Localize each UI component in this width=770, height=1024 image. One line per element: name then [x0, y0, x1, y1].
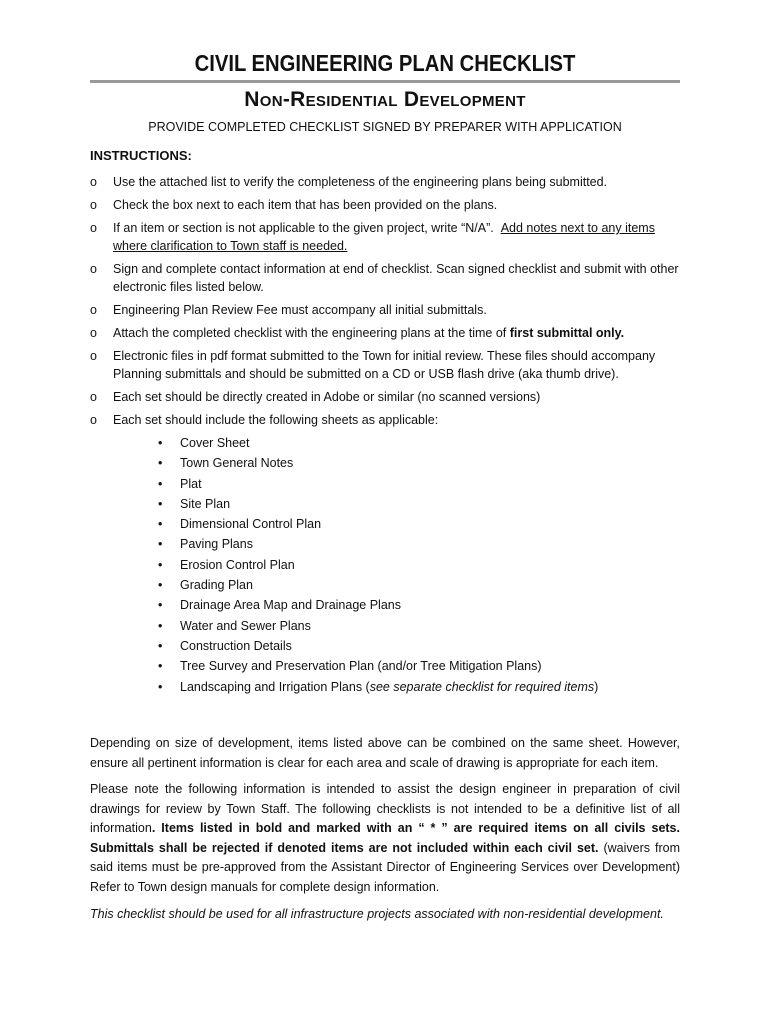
sheet-item: • Drainage Area Map and Drainage Plans — [158, 595, 680, 615]
bullet-icon: • — [158, 456, 163, 471]
circle-bullet-icon: o — [90, 262, 97, 276]
circle-bullet-icon: o — [90, 349, 97, 363]
bullet-icon: • — [158, 436, 163, 450]
title-divider — [90, 80, 680, 83]
sheet-item: • Dimensional Control Plan — [158, 514, 680, 534]
combine-sheets-paragraph: Depending on size of development, items listed above can be combined on the same sheet. However, ensure all pertinent information is clear for each area and scale of drawing is appropriate for each item. — [90, 736, 680, 770]
bullet-icon: • — [158, 476, 163, 491]
list-item: o Attach the completed checklist with the engineering plans at the time of first submittal only. — [90, 326, 625, 340]
circle-bullet-icon: o — [90, 326, 97, 340]
circle-bullet-icon: o — [90, 413, 97, 427]
sheet-item: • Water and Sewer Plans — [158, 616, 680, 636]
first-submittal-emphasis: first submittal only. — [509, 326, 625, 340]
submission-note: PROVIDE COMPLETED CHECKLIST SIGNED BY PREPARER WITH APPLICATION — [148, 120, 622, 134]
circle-bullet-icon: o — [90, 198, 97, 212]
list-item: o If an item or section is not applicable to the given project, write “N/A”. Add notes next to any items where clarification to Town staff is needed. — [90, 221, 655, 253]
sheet-item: • Cover Sheet — [158, 433, 680, 453]
bullet-icon: • — [158, 659, 163, 674]
instructions-list — [90, 173, 680, 702]
list-item: o Engineering Plan Review Fee must accompany all initial submittals. — [90, 303, 487, 317]
document-title: CIVIL ENGINEERING PLAN CHECKLIST — [194, 50, 576, 76]
sheet-item: • Paving Plans — [158, 534, 680, 554]
list-item: o Electronic files in pdf format submitted to the Town for initial review. These files should accompany Planning submittals and should be submitted on a CD or USB flash drive (aka thumb drive). — [90, 349, 656, 381]
circle-bullet-icon: o — [90, 175, 97, 189]
bullet-icon: • — [158, 618, 163, 633]
bullet-icon: • — [158, 496, 163, 511]
scope-note: This checklist should be used for all infrastructure projects associated with non-residential development. — [90, 907, 664, 921]
circle-bullet-icon: o — [90, 390, 97, 404]
circle-bullet-icon: o — [90, 303, 97, 317]
sheets-list — [113, 433, 680, 697]
separate-checklist-note: see separate checklist for required items — [369, 679, 595, 694]
bullet-icon: • — [158, 598, 163, 613]
sheet-item: • Site Plan — [158, 494, 680, 514]
instructions-heading: INSTRUCTIONS: — [90, 148, 192, 163]
required-items-note: . Items listed in bold and marked with an “ * ” are required items on all civils sets. Submittals shall be rejected if denoted items are not included within each civil set. — [90, 821, 680, 855]
document-subtitle: Non-Residential Development — [244, 88, 526, 111]
sheet-item: • Erosion Control Plan — [158, 555, 680, 575]
design-note-paragraph: Please note the following information is intended to assist the design engineer in preparation of civil drawings for review by Town Staff. The following checklists is not intended to be a definitive list of all information. Items listed in bold and marked with an “ * ” are required items on all civils sets. Submittals shall be rejected if denoted items are not included within each civil set. (waivers from said items must be pre-approved from the Assistant Director of Engineering Services over Development) Refer to Town design manuals for complete design information. — [90, 782, 680, 894]
list-item: o Each set should be directly created in Adobe or similar (no scanned versions) — [90, 390, 541, 404]
list-item: o Use the attached list to verify the completeness of the engineering plans being submitted. — [90, 175, 608, 189]
list-item: o Sign and complete contact information at end of checklist. Scan signed checklist and submit with other electronic files listed below. — [90, 262, 679, 294]
circle-bullet-icon: o — [90, 221, 97, 235]
bullet-icon: • — [158, 638, 163, 653]
sheet-item: • Grading Plan — [158, 575, 680, 595]
clarification-note: Add notes next to any items where clarification to Town staff is needed. — [113, 221, 655, 253]
sheet-item: • Construction Details — [158, 636, 680, 656]
sheet-item: • Town General Notes — [158, 453, 680, 473]
bullet-icon: • — [158, 517, 163, 532]
list-item: o Check the box next to each item that has been provided on the plans. — [90, 198, 498, 212]
list-item: o Each set should include the following sheets as applicable: • Cover Sheet • Town General Notes • Plat • Site Plan • Dimensional Control Plan • Paving Plans • Erosion Control Plan • Grading Plan • Drainage Area Map and Drainage Plans • Water and Sewer Plans • Construction Details • Tree Survey and Preservation Plan (and/or Tree Mitigation Plans) • Landscaping and Irrigation Plans (see separate checklist for required items) — [90, 411, 680, 697]
bullet-icon: • — [158, 578, 163, 593]
bullet-icon: • — [158, 679, 163, 694]
bullet-icon: • — [158, 537, 163, 552]
sheet-item: • Landscaping and Irrigation Plans (see separate checklist for required items) — [158, 677, 680, 697]
sheet-item: • Tree Survey and Preservation Plan (and/or Tree Mitigation Plans) — [158, 656, 680, 676]
sheet-item: • Plat — [158, 474, 680, 494]
bullet-icon: • — [158, 557, 163, 572]
